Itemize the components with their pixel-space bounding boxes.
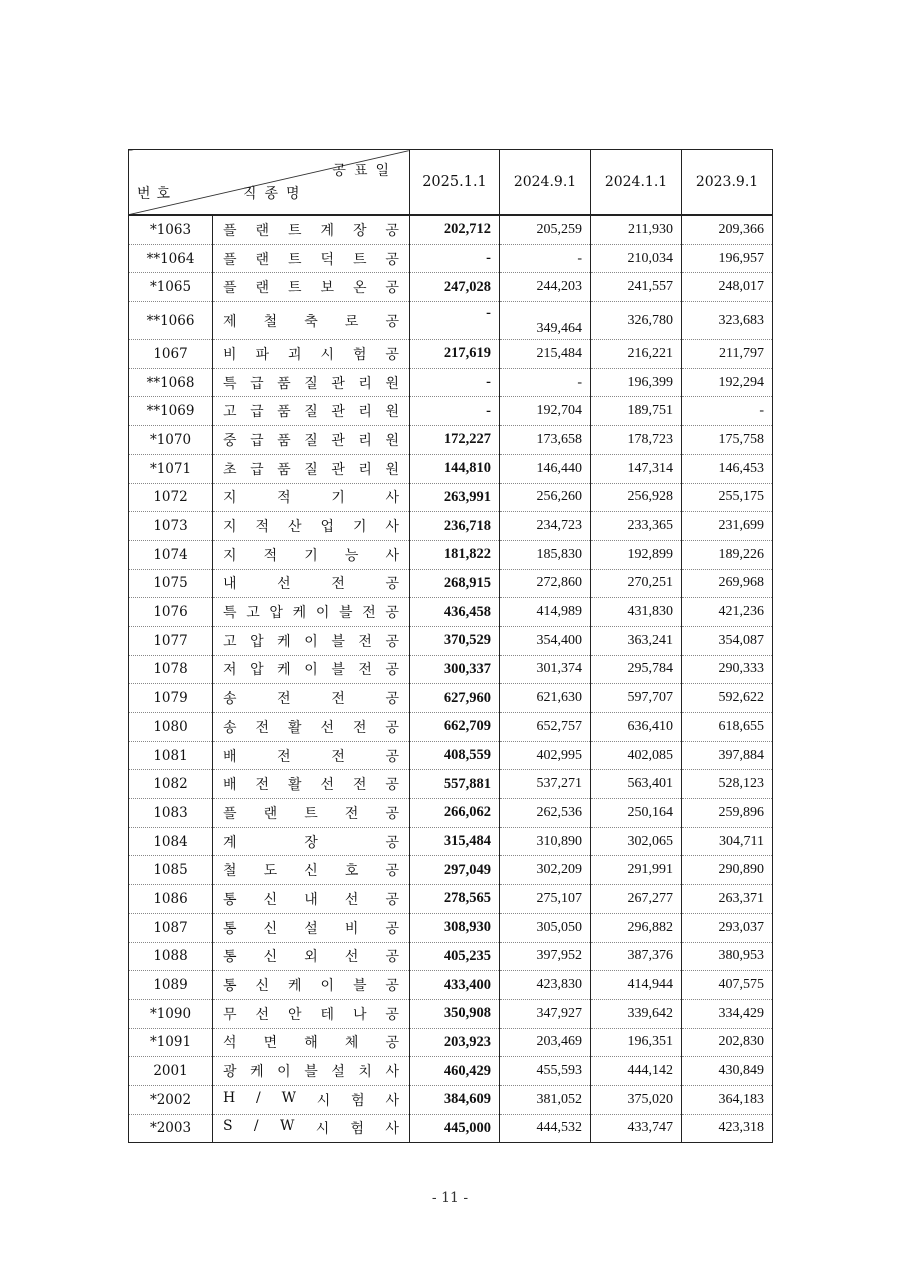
wage-value-2024-9-1: 305,050: [500, 913, 591, 942]
job-number: 1086: [129, 885, 213, 914]
wage-value-2025-1-1: 557,881: [410, 770, 500, 799]
wage-value-2023-9-1: 196,957: [682, 244, 773, 273]
wage-value-2024-9-1: 444,532: [500, 1114, 591, 1143]
table-row: [129, 684, 773, 713]
wage-value-2024-9-1: 215,484: [500, 340, 591, 369]
table-row: [129, 397, 773, 426]
table-row: [129, 540, 773, 569]
job-name: 송 전 활 선 전 공: [223, 719, 399, 736]
wage-value-2024-9-1: 234,723: [500, 512, 591, 541]
wage-value-2024-9-1: 185,830: [500, 540, 591, 569]
job-name: 계 장 공: [223, 834, 399, 851]
wage-value-2024-9-1: 272,860: [500, 569, 591, 598]
wage-value-2024-1-1: 192,899: [591, 540, 682, 569]
wage-value-2025-1-1: 405,235: [410, 942, 500, 971]
wage-value-2023-9-1: 528,123: [682, 770, 773, 799]
job-number: 1078: [129, 655, 213, 684]
wage-value-2025-1-1: -: [410, 302, 500, 340]
table-row: [129, 1028, 773, 1057]
date-header-2023-9-1: 2023.9.1: [682, 150, 773, 216]
wage-value-2025-1-1: 203,923: [410, 1028, 500, 1057]
wage-value-2024-1-1: 375,020: [591, 1085, 682, 1114]
job-name-cell: [213, 340, 410, 369]
wage-value-2024-1-1: 302,065: [591, 827, 682, 856]
job-name-cell: [213, 885, 410, 914]
job-number: 1085: [129, 856, 213, 885]
wage-value-2024-1-1: 431,830: [591, 598, 682, 627]
job-number: 1072: [129, 483, 213, 512]
wage-value-2024-9-1: 455,593: [500, 1057, 591, 1086]
job-number: 1080: [129, 713, 213, 742]
job-name: 플 랜 트 보 온 공: [223, 280, 399, 297]
wage-value-2023-9-1: 189,226: [682, 540, 773, 569]
wage-value-2024-9-1: 262,536: [500, 799, 591, 828]
table-row: [129, 942, 773, 971]
job-name: 지 적 산 업 기 사: [223, 519, 399, 536]
wage-value-2024-1-1: 210,034: [591, 244, 682, 273]
job-name-cell: [213, 913, 410, 942]
job-name-cell: [213, 540, 410, 569]
wage-value-2024-1-1: 363,241: [591, 626, 682, 655]
job-name-cell: [213, 655, 410, 684]
wage-value-2024-9-1: 203,469: [500, 1028, 591, 1057]
wage-value-2024-1-1: 636,410: [591, 713, 682, 742]
job-name: 배 전 활 선 전 공: [223, 777, 399, 794]
job-number: **1069: [129, 397, 213, 426]
wage-value-2024-1-1: 326,780: [591, 302, 682, 340]
wage-value-2023-9-1: 231,699: [682, 512, 773, 541]
job-name-cell: [213, 302, 410, 340]
wage-value-2025-1-1: 384,609: [410, 1085, 500, 1114]
wage-value-2024-1-1: 147,314: [591, 454, 682, 483]
wage-value-2025-1-1: 436,458: [410, 598, 500, 627]
job-name: 지 적 기 능 사: [223, 547, 399, 564]
wage-value-2024-9-1: 192,704: [500, 397, 591, 426]
wage-value-2025-1-1: 247,028: [410, 273, 500, 302]
wage-value-2025-1-1: 460,429: [410, 1057, 500, 1086]
job-name-cell: [213, 512, 410, 541]
job-name-cell: [213, 827, 410, 856]
table-row: [129, 856, 773, 885]
wage-value-2025-1-1: 263,991: [410, 483, 500, 512]
job-name-cell: [213, 1085, 410, 1114]
wage-value-2024-9-1: 349,464: [500, 302, 591, 340]
job-name: 배 전 전 공: [223, 748, 399, 765]
wage-value-2024-9-1: 652,757: [500, 713, 591, 742]
wage-value-2023-9-1: 290,333: [682, 655, 773, 684]
table-row: [129, 999, 773, 1028]
job-name-cell: [213, 426, 410, 455]
wage-value-2025-1-1: 408,559: [410, 741, 500, 770]
job-name: 고 급 품 질 관 리 원: [223, 404, 399, 421]
job-name-cell: [213, 942, 410, 971]
job-name: 석 면 해 체 공: [223, 1035, 399, 1052]
wage-value-2024-1-1: 402,085: [591, 741, 682, 770]
job-name: 제 철 축 로 공: [223, 313, 399, 330]
wage-value-2024-1-1: 270,251: [591, 569, 682, 598]
wage-value-2025-1-1: -: [410, 397, 500, 426]
job-name: 무 선 안 테 나 공: [223, 1006, 399, 1023]
job-number: *1063: [129, 215, 213, 244]
wage-value-2024-9-1: 347,927: [500, 999, 591, 1028]
job-name: 통 신 내 선 공: [223, 891, 399, 908]
job-name-cell: [213, 1114, 410, 1143]
table-row: [129, 273, 773, 302]
wage-value-2024-9-1: 302,209: [500, 856, 591, 885]
wage-value-2025-1-1: 236,718: [410, 512, 500, 541]
table-row: [129, 1057, 773, 1086]
wage-value-2023-9-1: 175,758: [682, 426, 773, 455]
job-name-cell: [213, 713, 410, 742]
wage-value-2024-1-1: 339,642: [591, 999, 682, 1028]
header-diagonal-cell: [129, 150, 410, 216]
job-name: 지 적 기 사: [223, 490, 399, 507]
table-row: [129, 971, 773, 1000]
wage-value-2024-9-1: 397,952: [500, 942, 591, 971]
job-name: 광 케 이 블 설 치 사: [223, 1064, 399, 1081]
job-name: 통 신 외 선 공: [223, 949, 399, 966]
wage-value-2023-9-1: 255,175: [682, 483, 773, 512]
table-row: [129, 483, 773, 512]
job-number: *1071: [129, 454, 213, 483]
job-name-column-label: 직종명: [243, 186, 308, 202]
wage-value-2024-9-1: -: [500, 244, 591, 273]
wage-value-2023-9-1: 592,622: [682, 684, 773, 713]
wage-value-2025-1-1: 297,049: [410, 856, 500, 885]
job-number: *1065: [129, 273, 213, 302]
job-name-cell: [213, 799, 410, 828]
wage-value-2023-9-1: 209,366: [682, 215, 773, 244]
wage-value-2024-9-1: 205,259: [500, 215, 591, 244]
table-row: [129, 741, 773, 770]
job-name-cell: [213, 215, 410, 244]
wage-value-2023-9-1: 269,968: [682, 569, 773, 598]
wage-value-2025-1-1: 370,529: [410, 626, 500, 655]
job-name: 저 압 케 이 블 전 공: [223, 662, 399, 679]
table-row: [129, 770, 773, 799]
job-name: 고 압 케 이 블 전 공: [223, 633, 399, 650]
date-header-2024-1-1: 2024.1.1: [591, 150, 682, 216]
wage-value-2025-1-1: 181,822: [410, 540, 500, 569]
job-name: 플 랜 트 전 공: [223, 805, 399, 822]
wage-value-2024-9-1: -: [500, 368, 591, 397]
wage-value-2023-9-1: 364,183: [682, 1085, 773, 1114]
job-number: 2001: [129, 1057, 213, 1086]
number-column-label: 번호: [137, 186, 177, 202]
job-number: 1073: [129, 512, 213, 541]
wage-value-2023-9-1: 211,797: [682, 340, 773, 369]
wage-value-2025-1-1: 172,227: [410, 426, 500, 455]
wage-value-2023-9-1: 259,896: [682, 799, 773, 828]
wage-value-2023-9-1: 323,683: [682, 302, 773, 340]
wage-value-2024-9-1: 414,989: [500, 598, 591, 627]
wage-value-2025-1-1: 627,960: [410, 684, 500, 713]
wage-value-2024-1-1: 414,944: [591, 971, 682, 1000]
wage-value-2025-1-1: 268,915: [410, 569, 500, 598]
job-number: 1082: [129, 770, 213, 799]
table-row: [129, 799, 773, 828]
wage-value-2023-9-1: 334,429: [682, 999, 773, 1028]
wage-value-2024-9-1: 537,271: [500, 770, 591, 799]
job-name-cell: [213, 626, 410, 655]
job-name: 특 고 압 케 이 블 전 공: [223, 605, 399, 622]
wage-value-2023-9-1: 397,884: [682, 741, 773, 770]
job-name-cell: [213, 856, 410, 885]
wage-value-2023-9-1: -: [682, 397, 773, 426]
job-number: **1064: [129, 244, 213, 273]
wage-value-2024-9-1: 301,374: [500, 655, 591, 684]
job-name: H / W 시 험 사: [223, 1089, 399, 1109]
wage-value-2024-1-1: 291,991: [591, 856, 682, 885]
wage-value-2023-9-1: 293,037: [682, 913, 773, 942]
table-row: [129, 368, 773, 397]
wage-value-2024-1-1: 296,882: [591, 913, 682, 942]
job-number: 1079: [129, 684, 213, 713]
table-row: [129, 1085, 773, 1114]
job-name-cell: [213, 273, 410, 302]
job-number: 1074: [129, 540, 213, 569]
job-name: S / W 시 험 사: [223, 1118, 399, 1138]
job-name: 플 랜 트 덕 트 공: [223, 251, 399, 268]
job-number: **1066: [129, 302, 213, 340]
wage-value-2024-9-1: 402,995: [500, 741, 591, 770]
table-row: [129, 215, 773, 244]
job-name: 특 급 품 질 관 리 원: [223, 375, 399, 392]
table-row: [129, 244, 773, 273]
table-row: [129, 598, 773, 627]
wage-value-2024-1-1: 387,376: [591, 942, 682, 971]
wage-value-2024-1-1: 444,142: [591, 1057, 682, 1086]
wage-value-2024-1-1: 597,707: [591, 684, 682, 713]
job-number: *2002: [129, 1085, 213, 1114]
table-row: [129, 713, 773, 742]
job-number: 1077: [129, 626, 213, 655]
job-name: 통 신 설 비 공: [223, 920, 399, 937]
wage-value-2024-9-1: 173,658: [500, 426, 591, 455]
job-name-cell: [213, 244, 410, 273]
wage-value-2025-1-1: 278,565: [410, 885, 500, 914]
job-name: 내 선 전 공: [223, 576, 399, 593]
wage-value-2024-1-1: 241,557: [591, 273, 682, 302]
table-row: [129, 913, 773, 942]
wage-value-2025-1-1: -: [410, 244, 500, 273]
wage-value-2025-1-1: 144,810: [410, 454, 500, 483]
job-number: *1070: [129, 426, 213, 455]
job-name-cell: [213, 1057, 410, 1086]
job-name: 초 급 품 질 관 리 원: [223, 461, 399, 478]
job-number: 1083: [129, 799, 213, 828]
wage-value-2024-9-1: 244,203: [500, 273, 591, 302]
announce-date-label: 공표일: [332, 163, 397, 179]
table-row: [129, 626, 773, 655]
wage-value-2024-1-1: 433,747: [591, 1114, 682, 1143]
wage-value-2023-9-1: 248,017: [682, 273, 773, 302]
job-number: 1076: [129, 598, 213, 627]
job-number: *2003: [129, 1114, 213, 1143]
wage-value-2023-9-1: 430,849: [682, 1057, 773, 1086]
job-name-cell: [213, 999, 410, 1028]
job-number: 1089: [129, 971, 213, 1000]
wage-table: [128, 149, 773, 1143]
table-row: [129, 340, 773, 369]
job-name-cell: [213, 684, 410, 713]
job-name-cell: [213, 741, 410, 770]
wage-value-2024-9-1: 146,440: [500, 454, 591, 483]
table-row: [129, 426, 773, 455]
job-number: 1081: [129, 741, 213, 770]
wage-value-2025-1-1: 202,712: [410, 215, 500, 244]
wage-value-2024-1-1: 250,164: [591, 799, 682, 828]
wage-value-2025-1-1: 308,930: [410, 913, 500, 942]
wage-value-2023-9-1: 380,953: [682, 942, 773, 971]
table-row: [129, 655, 773, 684]
job-number: **1068: [129, 368, 213, 397]
wage-value-2024-1-1: 189,751: [591, 397, 682, 426]
table-row: [129, 569, 773, 598]
wage-value-2025-1-1: 300,337: [410, 655, 500, 684]
job-name-cell: [213, 598, 410, 627]
wage-value-2024-9-1: 310,890: [500, 827, 591, 856]
job-name: 철 도 신 호 공: [223, 863, 399, 880]
wage-value-2025-1-1: 315,484: [410, 827, 500, 856]
date-header-2024-9-1: 2024.9.1: [500, 150, 591, 216]
job-name-cell: [213, 971, 410, 1000]
table-row: [129, 302, 773, 340]
wage-value-2024-9-1: 423,830: [500, 971, 591, 1000]
table-header-row: [129, 150, 773, 216]
table-row: [129, 512, 773, 541]
wage-value-2024-1-1: 196,351: [591, 1028, 682, 1057]
job-number: 1075: [129, 569, 213, 598]
page-number: - 11 -: [431, 1190, 469, 1206]
date-header-2025-1-1: 2025.1.1: [410, 150, 500, 216]
job-number: 1088: [129, 942, 213, 971]
job-name: 중 급 품 질 관 리 원: [223, 432, 399, 449]
wage-value-2024-9-1: 381,052: [500, 1085, 591, 1114]
wage-value-2024-1-1: 211,930: [591, 215, 682, 244]
job-name-cell: [213, 569, 410, 598]
wage-value-2024-1-1: 196,399: [591, 368, 682, 397]
job-name: 플 랜 트 계 장 공: [223, 222, 399, 239]
wage-value-2023-9-1: 354,087: [682, 626, 773, 655]
wage-value-2025-1-1: 217,619: [410, 340, 500, 369]
wage-value-2023-9-1: 202,830: [682, 1028, 773, 1057]
job-name-cell: [213, 1028, 410, 1057]
wage-value-2025-1-1: -: [410, 368, 500, 397]
wage-value-2023-9-1: 423,318: [682, 1114, 773, 1143]
wage-value-2023-9-1: 407,575: [682, 971, 773, 1000]
wage-value-2023-9-1: 146,453: [682, 454, 773, 483]
wage-value-2024-9-1: 256,260: [500, 483, 591, 512]
wage-value-2024-9-1: 275,107: [500, 885, 591, 914]
job-number: *1091: [129, 1028, 213, 1057]
wage-value-2023-9-1: 304,711: [682, 827, 773, 856]
wage-value-2024-9-1: 621,630: [500, 684, 591, 713]
wage-value-2023-9-1: 263,371: [682, 885, 773, 914]
table-row: [129, 827, 773, 856]
wage-value-2024-1-1: 233,365: [591, 512, 682, 541]
wage-value-2024-9-1: 354,400: [500, 626, 591, 655]
table-row: [129, 454, 773, 483]
job-number: 1087: [129, 913, 213, 942]
job-number: *1090: [129, 999, 213, 1028]
job-name: 통 신 케 이 블 공: [223, 978, 399, 995]
job-name-cell: [213, 454, 410, 483]
job-number: 1084: [129, 827, 213, 856]
wage-value-2024-1-1: 267,277: [591, 885, 682, 914]
wage-value-2024-1-1: 295,784: [591, 655, 682, 684]
job-name-cell: [213, 483, 410, 512]
wage-value-2025-1-1: 445,000: [410, 1114, 500, 1143]
wage-value-2023-9-1: 192,294: [682, 368, 773, 397]
wage-value-2023-9-1: 421,236: [682, 598, 773, 627]
wage-value-2025-1-1: 350,908: [410, 999, 500, 1028]
job-name: 비 파 괴 시 험 공: [223, 346, 399, 363]
job-name-cell: [213, 397, 410, 426]
job-number: 1067: [129, 340, 213, 369]
wage-value-2024-1-1: 256,928: [591, 483, 682, 512]
job-name: 송 전 전 공: [223, 691, 399, 708]
table-row: [129, 1114, 773, 1143]
wage-value-2023-9-1: 618,655: [682, 713, 773, 742]
job-name-cell: [213, 770, 410, 799]
wage-value-2024-1-1: 178,723: [591, 426, 682, 455]
wage-value-2025-1-1: 433,400: [410, 971, 500, 1000]
job-name-cell: [213, 368, 410, 397]
wage-value-2025-1-1: 662,709: [410, 713, 500, 742]
wage-value-2024-1-1: 563,401: [591, 770, 682, 799]
wage-value-2025-1-1: 266,062: [410, 799, 500, 828]
wage-value-2024-1-1: 216,221: [591, 340, 682, 369]
table-row: [129, 885, 773, 914]
wage-value-2023-9-1: 290,890: [682, 856, 773, 885]
